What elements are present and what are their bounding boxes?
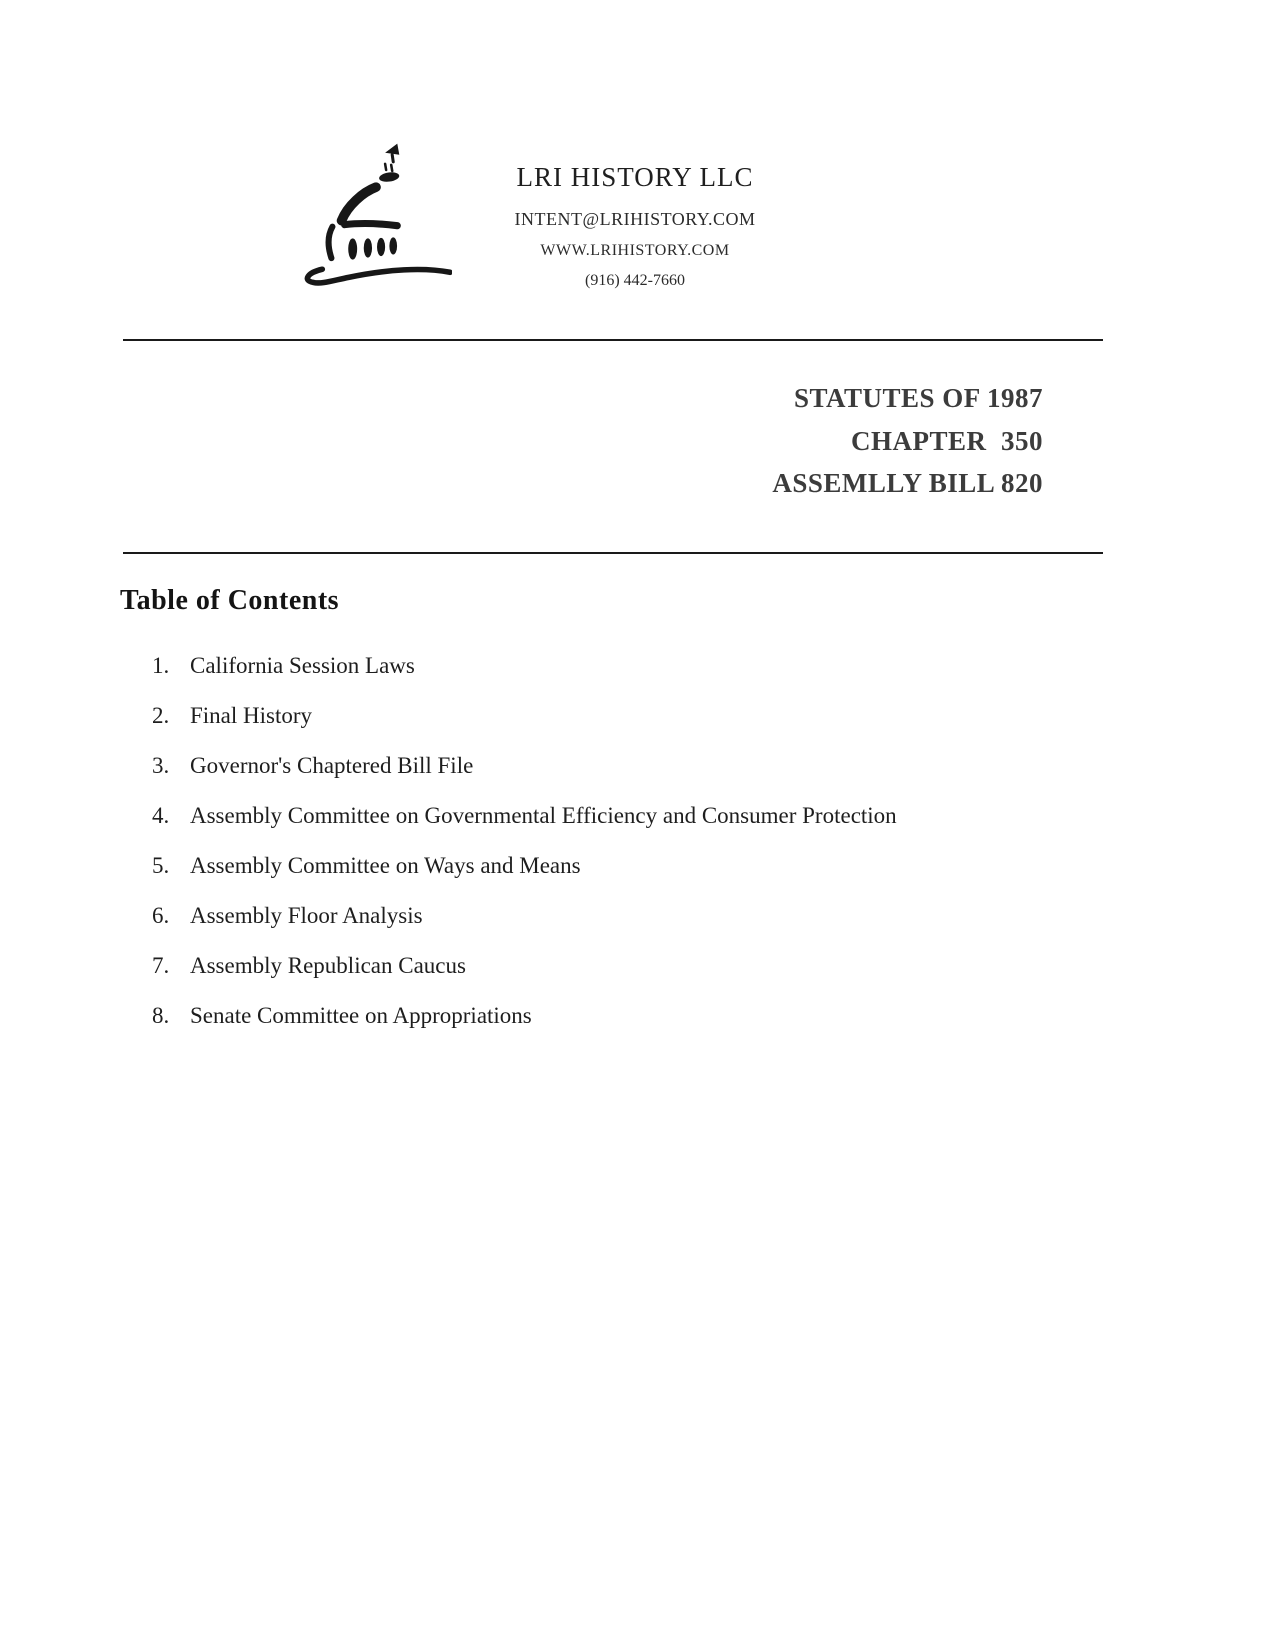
toc-item-assembly-republican-caucus xyxy=(152,950,1152,981)
toc-heading: Table of Contents xyxy=(120,585,340,616)
toc-item-number: 5. xyxy=(152,853,170,878)
toc-item-number: 8. xyxy=(152,1003,170,1028)
toc-item-label: Senate Committee on Appropriations xyxy=(190,1003,532,1028)
toc-item-label: Assembly Committee on Ways and Means xyxy=(190,853,581,878)
toc-item-label: Final History xyxy=(190,703,313,728)
letterhead xyxy=(445,163,825,290)
bill-line: ASSEMLLY BILL 820 xyxy=(772,468,1043,498)
toc-item-assembly-committee-ways-and-means xyxy=(152,850,1152,881)
toc-item-number: 7. xyxy=(152,953,170,978)
statutes-line: STATUTES OF 1987 xyxy=(793,383,1043,413)
toc-item-number: 3. xyxy=(152,753,170,778)
statutes-title-block xyxy=(772,377,1043,505)
toc-item-number: 4. xyxy=(152,803,170,828)
chapter-line: CHAPTER 350 xyxy=(850,425,1043,456)
toc-item-final-history xyxy=(152,700,1152,731)
contact-email: INTENT@LRIHISTORY.COM xyxy=(514,209,756,229)
toc-item-label: Assembly Committee on Governmental Efficiency and Consumer Protection xyxy=(190,803,897,828)
horizontal-rule-mid xyxy=(123,552,1103,554)
toc-item-assembly-floor-analysis xyxy=(152,900,1152,931)
toc-item-senate-committee-appropriations xyxy=(152,1000,1152,1031)
horizontal-rule-top xyxy=(123,339,1103,341)
toc-item-label: Assembly Republican Caucus xyxy=(190,953,466,978)
toc-item-number: 6. xyxy=(152,903,170,928)
toc-item-governors-chaptered-bill-file xyxy=(152,750,1152,781)
toc-item-label: Assembly Floor Analysis xyxy=(190,903,423,928)
company-name: LRI HISTORY LLC xyxy=(516,162,754,192)
toc-item-number: 2. xyxy=(152,703,170,728)
contact-phone: (916) 442-7660 xyxy=(585,272,685,289)
toc-item-label: Governor's Chaptered Bill File xyxy=(190,753,474,778)
capitol-dome-logo-icon xyxy=(300,138,452,286)
toc-item-assembly-committee-governmental-efficiency xyxy=(152,800,1152,831)
toc-item-number: 1. xyxy=(152,653,170,678)
contact-website: WWW.LRIHISTORY.COM xyxy=(540,242,730,259)
toc-list xyxy=(152,650,1152,1050)
toc-item-california-session-laws xyxy=(152,650,1152,681)
toc-item-label: California Session Laws xyxy=(190,653,415,678)
